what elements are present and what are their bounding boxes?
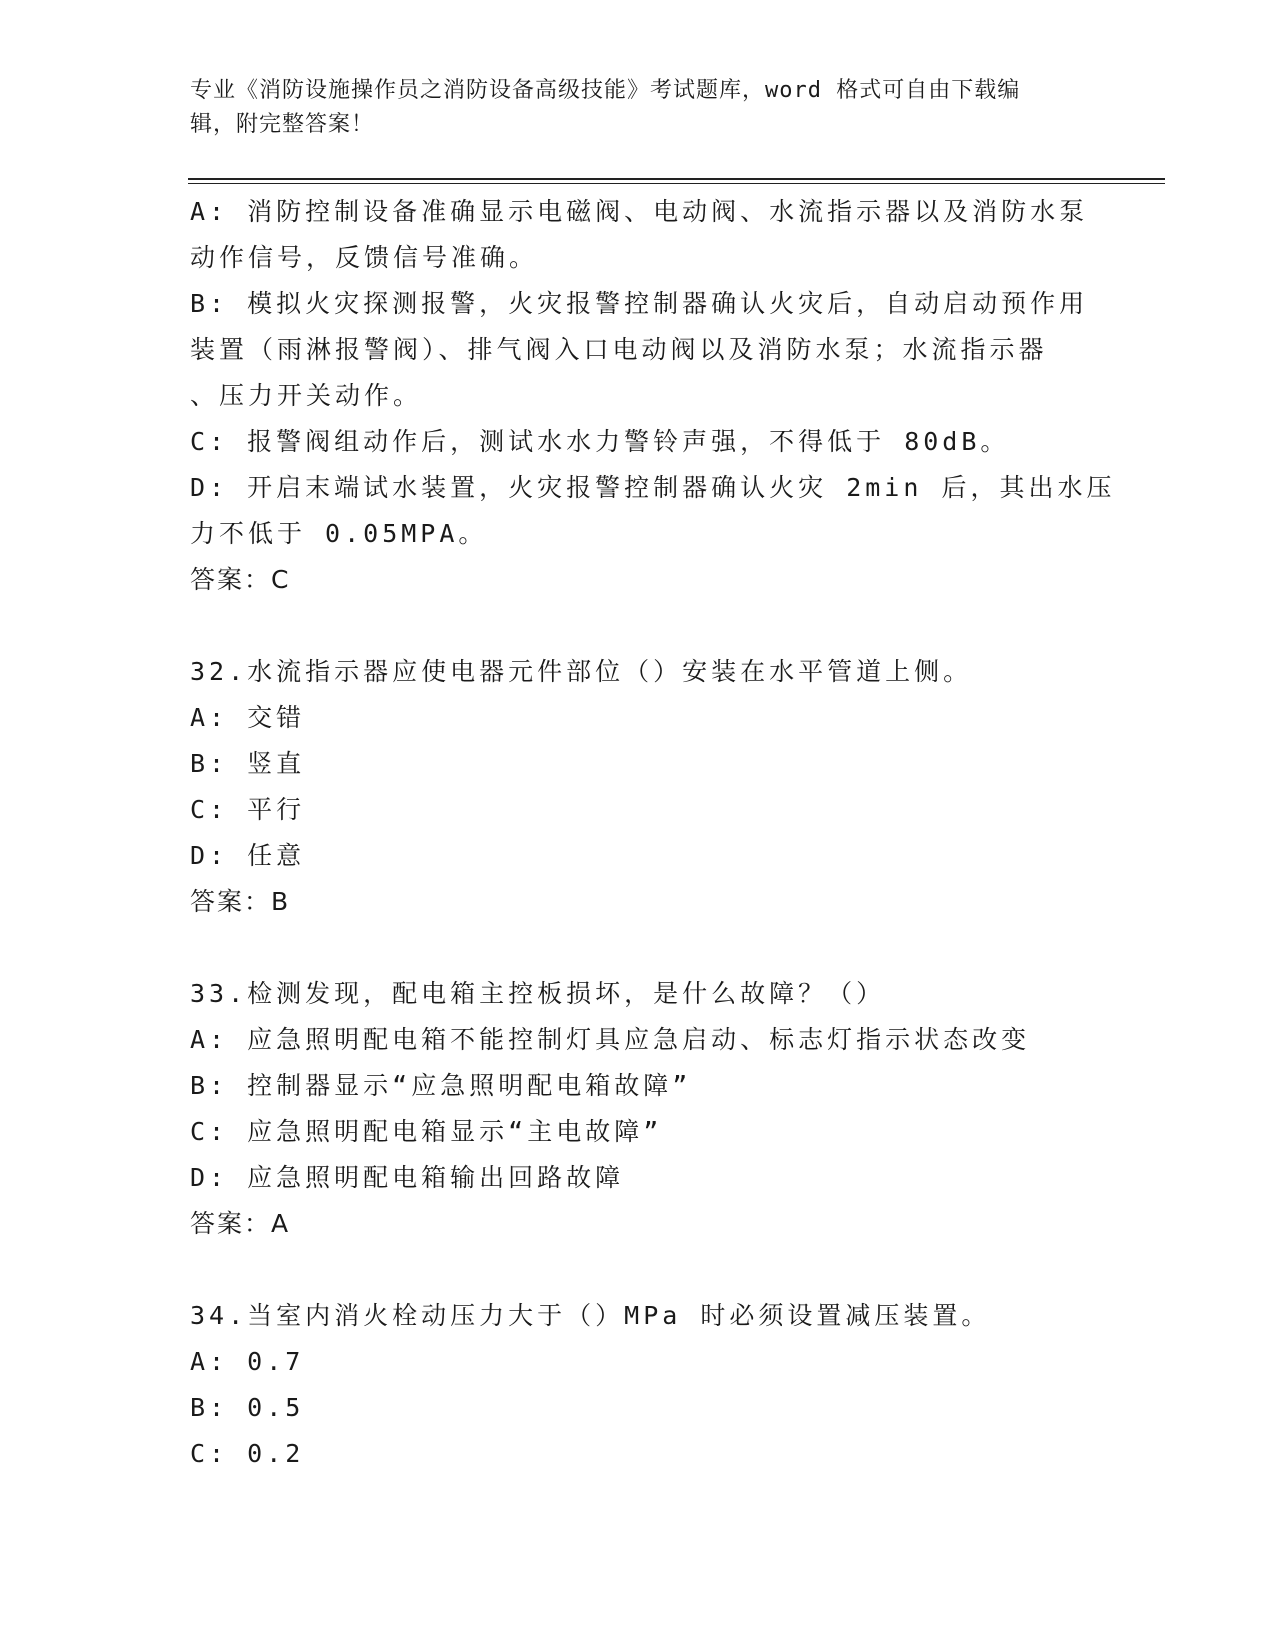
question-stem: 34.当室内消火栓动压力大于（）MPa 时必须设置减压装置。: [190, 1301, 991, 1330]
option-c: C: 应急照明配电箱显示“主电故障”: [190, 1117, 663, 1146]
option-b: B: 0.5: [190, 1393, 305, 1422]
option-d-line-2: 力不低于 0.05MPA。: [190, 519, 488, 548]
question-31: [190, 189, 1130, 603]
question-34: [190, 1293, 1130, 1477]
option-c: C: 报警阀组动作后，测试水水力警铃声强，不得低于 80dB。: [190, 427, 1010, 456]
option-a: A: 应急照明配电箱不能控制灯具应急启动、标志灯指示状态改变: [190, 1025, 1031, 1054]
option-b-line-1: B: 模拟火灾探测报警，火灾报警控制器确认火灾后，自动启动预作用: [190, 289, 1089, 318]
option-a-line-1: A: 消防控制设备准确显示电磁阀、电动阀、水流指示器以及消防水泵: [190, 197, 1089, 226]
option-d: D: 任意: [190, 841, 306, 870]
question-stem: 33.检测发现，配电箱主控板损坏，是什么故障？（）: [190, 979, 886, 1008]
answer: 答案：B: [190, 887, 291, 916]
header-divider-thin: [188, 183, 1165, 184]
option-c: C: 0.2: [190, 1439, 305, 1468]
option-b-line-2: 装置（雨淋报警阀）、排气阀入口电动阀以及消防水泵；水流指示器: [190, 335, 1048, 364]
header-line-1: 专业《消防设施操作员之消防设备高级技能》考试题库，word 格式可自由下载编: [190, 78, 1021, 103]
option-b: B: 控制器显示“应急照明配电箱故障”: [190, 1071, 692, 1100]
option-c: C: 平行: [190, 795, 306, 824]
header-divider-thick: [188, 178, 1165, 180]
document-body: [190, 189, 1130, 1477]
answer: 答案：A: [190, 1209, 291, 1238]
option-a: A: 交错: [190, 703, 306, 732]
option-b-line-3: 、压力开关动作。: [190, 381, 423, 410]
question-stem: 32.水流指示器应使电器元件部位（）安装在水平管道上侧。: [190, 657, 973, 686]
document-header: [190, 74, 1090, 142]
option-d-line-1: D: 开启末端试水装置，火灾报警控制器确认火灾 2min 后，其出水压: [190, 473, 1116, 502]
question-33: [190, 971, 1130, 1247]
option-b: B: 竖直: [190, 749, 306, 778]
option-d: D: 应急照明配电箱输出回路故障: [190, 1163, 625, 1192]
header-line-2: 辑，附完整答案！: [190, 112, 375, 137]
option-a-line-2: 动作信号，反馈信号准确。: [190, 243, 539, 272]
answer: 答案：C: [190, 565, 291, 594]
option-a: A: 0.7: [190, 1347, 305, 1376]
question-32: [190, 649, 1130, 925]
